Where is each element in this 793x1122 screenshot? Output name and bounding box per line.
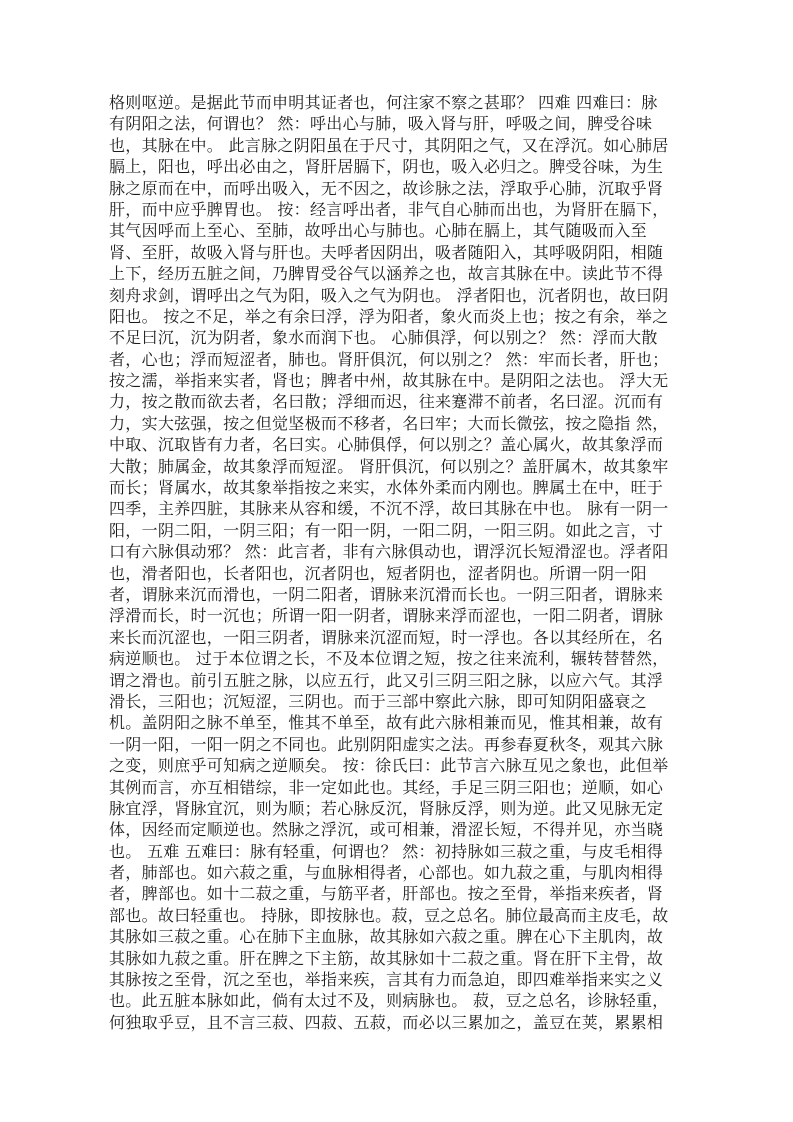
text-line: 者，谓脉来沉而滑也，一阴二阳者，谓脉来沉滑而长也。一阴三阳者，谓脉来: [109, 584, 664, 604]
text-line: 阳，一阴二阳，一阴三阳；有一阳一阴，一阳二阴，一阳三阴。如此之言，寸: [109, 520, 664, 540]
text-line: 来长而沉涩也，一阳三阴者，谓脉来沉涩而短，时一浮也。各以其经所在，名: [109, 627, 664, 647]
text-line: 也，滑者阳也，长者阳也，沉者阴也，短者阴也，涩者阴也。所谓一阴一阳: [109, 563, 647, 583]
text-line: 者，肺部也。如六菽之重，与血脉相得者，心部也。如九菽之重，与肌肉相得: [109, 863, 664, 883]
text-line: 者，心也；浮而短涩者，肺也。肾肝俱沉，何以别之？ 然：牢而长者，肝也；: [109, 349, 669, 369]
text-line: 格则呕逆。是据此节而申明其证者也，何注家不察之甚耶？ 四难 四难曰：脉: [109, 93, 658, 112]
text-line: 力，按之散而欲去者，名曰散；浮细而迟，往来蹇滞不前者，名曰涩。沉而有: [109, 392, 664, 412]
text-line: 力，实大弦强，按之但觉坚极而不移者，名曰牢；大而长微弦，按之隐指 然，: [109, 413, 669, 433]
text-line: 也，其脉在中。 此言脉之阴阳虽在于尺寸，其阴阳之气，又在浮沉。如心肺居: [109, 135, 669, 155]
text-line: 滑长，三阳也；沉短涩，三阴也。而于三部中察此六脉，即可知阴阳盛衰之: [109, 691, 647, 711]
text-line: 部也。故曰轻重也。 持脉，即按脉也。菽，豆之总名。肺位最高而主皮毛，故: [109, 905, 669, 925]
text-line: 不足曰沉，沉为阴者，象水而润下也。 心肺俱浮，何以别之？ 然：浮而大散: [109, 328, 658, 348]
text-line: 何独取乎豆，且不言三菽、四菽、五菽，而必以三累加之，盖豆在荚，累累相: [109, 1012, 664, 1032]
text-line: 病逆顺也。 过于本位谓之长，不及本位谓之短，按之往来流利，辗转替替然，: [109, 649, 669, 669]
body-text: [109, 92, 675, 1033]
text-line: 上下，经历五脏之间，乃脾胃受谷气以涵养之也，故言其脉在中。读此节不得: [109, 264, 664, 284]
text-line: 中取、沉取皆有力者，名曰实。心肺俱俘，何以别之？盖心属火，故其象浮而: [109, 435, 664, 455]
text-line: 其气因呼而上至心、至肺，故呼出心与肺也。心肺在膈上，其气随吸而入至: [109, 221, 647, 241]
text-line: 者，脾部也。如十二菽之重，与筋平者，肝部也。按之至骨，举指来疾者，肾: [109, 884, 664, 904]
text-line: 浮滑而长，时一沉也；所谓一阳一阴者，谓脉来浮而涩也，一阳二阴者，谓脉: [109, 606, 664, 626]
text-line: 按之濡，举指来实者，肾也；脾者中州，故其脉在中。是阴阳之法也。 浮大无: [109, 371, 669, 391]
text-line: 膈上，阳也，呼出必由之，肾肝居膈下，阴也，吸入必归之。脾受谷味，为生: [109, 157, 664, 177]
text-line: 刻舟求剑，谓呼出之气为阳，吸入之气为阴也。 浮者阳也，沉者阴也，故曰阴: [109, 285, 669, 305]
text-line: 脉宜浮，肾脉宜沉，则为顺；若心脉反沉，肾脉反浮，则为逆。此又见脉无定: [109, 798, 664, 818]
text-line: 而长；肾属水，故其象举指按之来实，水体外柔而内刚也。脾属土在中，旺于: [109, 478, 664, 498]
text-line: 谓之滑也。前引五脏之脉，以应五行，此又引三阴三阳之脉，以应六气。其浮: [109, 670, 664, 690]
text-line: 其脉如三菽之重。心在肺下主血脉，故其脉如六菽之重。脾在心下主肌肉，故: [109, 927, 664, 947]
text-line: 脉之原而在中，而呼出吸入，无不因之，故诊脉之法，浮取乎心肺，沉取乎肾: [109, 178, 664, 198]
text-line: 也。 五难 五难曰：脉有轻重，何谓也？ 然：初持脉如三菽之重，与皮毛相得: [109, 841, 664, 861]
text-line: 也。此五脏本脉如此，倘有太过不及，则病脉也。 菽，豆之总名，诊脉轻重，: [109, 991, 669, 1011]
text-line: 之变，则庶乎可知病之逆顺矣。 按：徐氏曰：此节言六脉互见之象也，此但举: [109, 756, 669, 776]
text-line: 阳也。 按之不足，举之有余曰浮，浮为阳者，象火而炎上也；按之有余，举之: [109, 306, 669, 326]
text-line: 一阴一阳，一阳一阴之不同也。此别阴阳虚实之法。再参春夏秋冬，观其六脉: [109, 734, 664, 754]
text-line: 其例而言，亦互相错综，非一定如此也。其经，手足三阴三阳也；逆顺，如心: [109, 777, 664, 797]
text-line: 有阴阳之法，何谓也？ 然：呼出心与肺，吸入肾与肝，呼吸之间，脾受谷味: [109, 114, 653, 134]
text-line: 口有六脉俱动邪？ 然：此言者，非有六脉俱动也，谓浮沉长短滑涩也。浮者阳: [109, 542, 669, 562]
text-line: 其脉如九菽之重。肝在脾之下主筋，故其脉如十二菽之重。肾在肝下主骨，故: [109, 948, 664, 968]
text-line: 肾、至肝，故吸入肾与肝也。夫呼者因阴出，吸者随阳入，其呼吸阴阳，相随: [109, 242, 664, 262]
text-line: 其脉按之至骨，沉之至也，举指来疾，言其有力而急迫，即四难举指来实之义: [109, 970, 664, 990]
text-line: 四季，主养四脏，其脉来从容和缓，不沉不浮，故曰其脉在中也。 脉有一阴一: [109, 499, 669, 519]
text-line: 体，因经而定顺逆也。然脉之浮沉，或可相兼，滑涩长短，不得并见，亦当晓: [109, 820, 664, 840]
text-line: 肝，而中应乎脾胃也。 按：经言呼出者，非气自心肺而出也，为肾肝在膈下，: [109, 199, 669, 219]
text-line: 机。盖阴阳之脉不单至，惟其不单至，故有此六脉相兼而见，惟其相兼，故有: [109, 713, 664, 733]
text-line: 大散；肺属金，故其象浮而短涩。 肾肝俱沉，何以别之？盖肝属木，故其象牢: [109, 456, 669, 476]
